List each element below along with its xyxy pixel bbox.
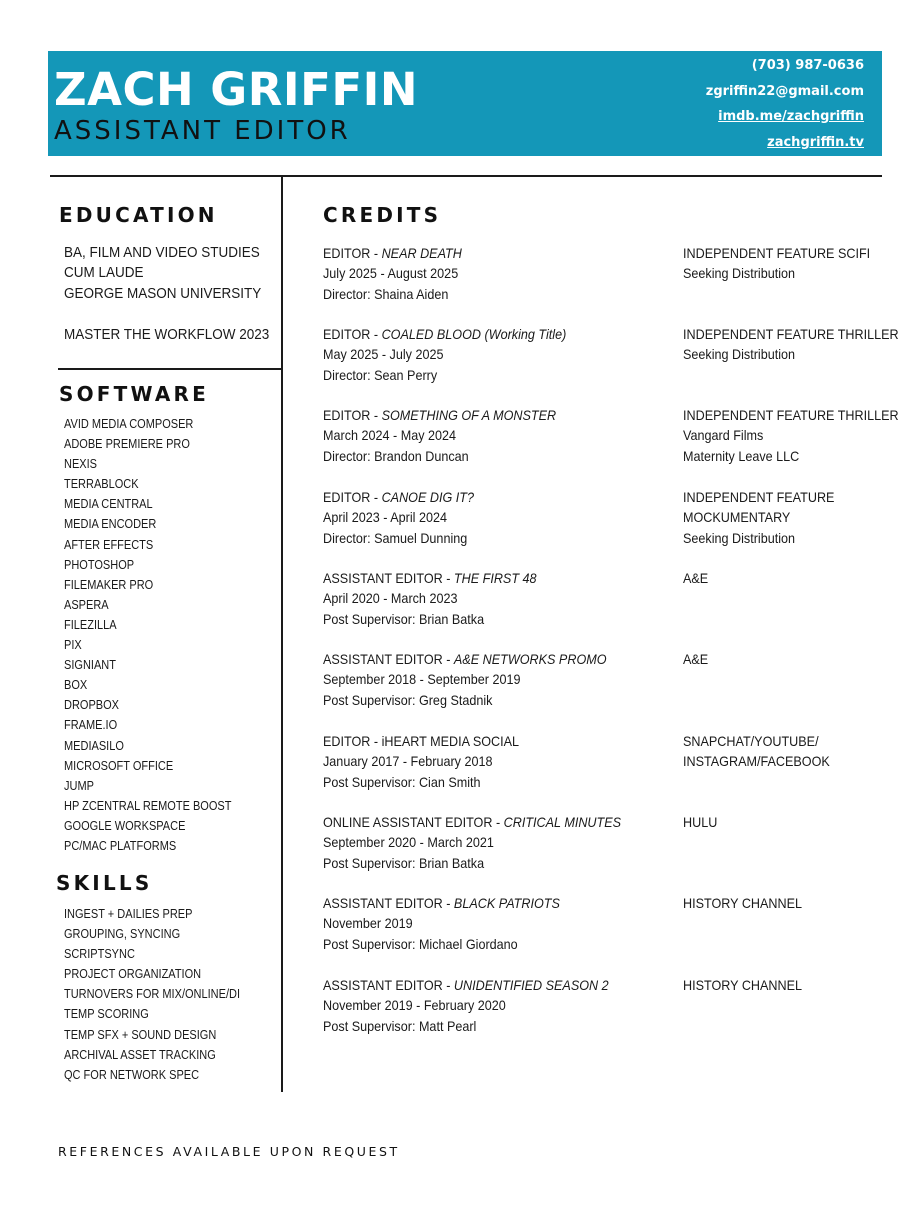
credit-distribution: A&E (683, 570, 709, 586)
software-item: PHOTOSHOP (64, 557, 135, 572)
credit-distribution: INDEPENDENT FEATURE THRILLER (683, 326, 899, 342)
email-address: zgriffin22@gmail.com (705, 84, 864, 99)
credit-role: ASSISTANT EDITOR - (323, 651, 454, 667)
credit-contact: Post Supervisor: Matt Pearl (323, 1017, 477, 1034)
credit-distribution: Maternity Leave LLC (683, 447, 800, 464)
software-item: AFTER EFFECTS (64, 537, 154, 552)
credit-distribution: INSTAGRAM/FACEBOOK (683, 753, 830, 770)
education-degree: BA, FILM AND VIDEO STUDIES (64, 244, 260, 261)
credit-dates: September 2020 - March 2021 (323, 834, 494, 851)
credit-distribution: INDEPENDENT FEATURE (683, 489, 835, 505)
credit-title (323, 812, 621, 832)
credit-distribution: Seeking Distribution (683, 265, 796, 282)
credit-distribution: HISTORY CHANNEL (683, 977, 803, 993)
credit-project: COALED BLOOD (Working Title) (381, 326, 567, 342)
credit-role: ASSISTANT EDITOR - (323, 570, 454, 586)
credit-title (323, 243, 462, 263)
skill-item: ARCHIVAL ASSET TRACKING (64, 1047, 216, 1062)
skill-item: TEMP SFX + SOUND DESIGN (64, 1027, 217, 1042)
credit-title (323, 568, 537, 588)
credit-distribution: Seeking Distribution (683, 346, 796, 363)
software-item: GOOGLE WORKSPACE (64, 818, 186, 833)
education-heading: EDUCATION (59, 203, 218, 227)
credit-dates: April 2023 - April 2024 (323, 509, 447, 526)
software-item: FILEZILLA (64, 617, 117, 632)
software-item: SIGNIANT (64, 658, 116, 673)
education-honors: CUM LAUDE (64, 264, 144, 281)
credits-heading: CREDITS (323, 203, 442, 227)
credit-role: EDITOR - iHEART MEDIA SOCIAL (323, 733, 520, 749)
credit-role: EDITOR - (323, 407, 382, 423)
credit-project: NEAR DEATH (381, 245, 462, 261)
credit-distribution: INDEPENDENT FEATURE THRILLER (683, 407, 899, 423)
name-title: ZACH GRIFFIN (54, 63, 419, 116)
credit-project: SOMETHING OF A MONSTER (381, 407, 557, 423)
credit-role: ASSISTANT EDITOR - (323, 895, 454, 911)
skill-item: GROUPING, SYNCING (64, 927, 181, 942)
credit-title (323, 893, 560, 913)
credit-dates: January 2017 - February 2018 (323, 753, 493, 770)
software-item: FRAME.IO (64, 718, 118, 733)
software-item: PC/MAC PLATFORMS (64, 838, 177, 853)
credit-distribution: A&E (683, 651, 709, 667)
education-workshop: MASTER THE WORKFLOW 2023 (64, 326, 270, 343)
software-item: ADOBE PREMIERE PRO (64, 437, 190, 452)
phone-number: (703) 987-0636 (751, 58, 864, 73)
credit-dates: April 2020 - March 2023 (323, 590, 458, 607)
software-item: AVID MEDIA COMPOSER (64, 417, 194, 431)
credit-title (323, 487, 474, 507)
credit-project: CANOE DIG IT? (381, 489, 474, 505)
credit-contact: Post Supervisor: Michael Giordano (323, 935, 518, 952)
credit-role: EDITOR - (323, 326, 382, 342)
software-item: NEXIS (64, 457, 98, 472)
skill-item: PROJECT ORGANIZATION (64, 967, 202, 982)
credit-contact: Post Supervisor: Cian Smith (323, 773, 481, 790)
credit-contact: Director: Shaina Aiden (323, 285, 449, 302)
software-list (64, 414, 254, 856)
role-subtitle: ASSISTANT EDITOR (54, 116, 351, 146)
software-item: MICROSOFT OFFICE (64, 758, 174, 773)
software-item: HP ZCENTRAL REMOTE BOOST (64, 798, 232, 813)
credit-contact: Post Supervisor: Brian Batka (323, 610, 485, 627)
credit-project: UNIDENTIFIED SEASON 2 (453, 977, 609, 993)
credit-contact: Director: Samuel Dunning (323, 529, 468, 546)
credit-dates: May 2025 - July 2025 (323, 346, 444, 363)
imdb-link[interactable]: imdb.me/zachgriffin (718, 109, 864, 124)
credit-title (323, 405, 556, 425)
skill-item: INGEST + DAILIES PREP (64, 907, 193, 921)
skill-item: SCRIPTSYNC (64, 947, 135, 962)
credit-contact: Post Supervisor: Greg Stadnik (323, 691, 493, 708)
credit-project: THE FIRST 48 (453, 570, 537, 586)
education-school: GEORGE MASON UNIVERSITY (64, 285, 262, 302)
credit-contact: Director: Brandon Duncan (323, 447, 469, 464)
credit-dates: November 2019 (323, 915, 413, 932)
software-item: DROPBOX (64, 698, 120, 713)
credit-project: CRITICAL MINUTES (503, 814, 622, 830)
column-divider (281, 176, 283, 1092)
website-link[interactable]: zachgriffin.tv (767, 135, 864, 150)
credit-role: EDITOR - (323, 489, 382, 505)
skills-list (64, 904, 264, 1085)
credit-distribution: MOCKUMENTARY (683, 509, 791, 526)
credit-distribution: SNAPCHAT/YOUTUBE/ (683, 733, 819, 749)
software-item: ASPERA (64, 597, 109, 612)
software-item: JUMP (64, 778, 94, 793)
credit-role: ONLINE ASSISTANT EDITOR - (323, 814, 504, 830)
software-item: MEDIA ENCODER (64, 517, 157, 532)
credit-dates: March 2024 - May 2024 (323, 427, 457, 444)
credit-title (323, 324, 566, 344)
credit-role: EDITOR - (323, 245, 382, 261)
software-item: TERRABLOCK (64, 477, 139, 492)
credit-distribution: HISTORY CHANNEL (683, 895, 803, 911)
skill-item: TEMP SCORING (64, 1007, 149, 1022)
top-divider (50, 175, 882, 177)
credit-project: BLACK PATRIOTS (453, 895, 560, 911)
credit-title (323, 731, 519, 751)
credit-title (323, 649, 607, 669)
software-item: FILEMAKER PRO (64, 577, 154, 592)
credit-distribution: Vangard Films (683, 427, 764, 444)
credit-distribution: Seeking Distribution (683, 529, 796, 546)
header-banner (48, 51, 882, 156)
skill-item: QC FOR NETWORK SPEC (64, 1067, 200, 1082)
credit-contact: Post Supervisor: Brian Batka (323, 854, 485, 871)
software-heading: SOFTWARE (59, 382, 210, 406)
credit-dates: July 2025 - August 2025 (323, 265, 459, 282)
credit-distribution: HULU (683, 814, 718, 830)
software-item: MEDIASILO (64, 738, 124, 753)
credit-dates: September 2018 - September 2019 (323, 671, 521, 688)
software-item: BOX (64, 678, 88, 693)
credit-contact: Director: Sean Perry (323, 366, 438, 383)
credit-distribution: INDEPENDENT FEATURE SCIFI (683, 245, 871, 261)
skill-item: TURNOVERS FOR MIX/ONLINE/DI (64, 987, 241, 1002)
software-item: MEDIA CENTRAL (64, 497, 153, 512)
credit-dates: November 2019 - February 2020 (323, 997, 506, 1014)
credit-title (323, 975, 609, 995)
credit-role: ASSISTANT EDITOR - (323, 977, 454, 993)
references-note: REFERENCES AVAILABLE UPON REQUEST (58, 1144, 400, 1159)
software-item: PIX (64, 638, 82, 653)
credit-project: A&E NETWORKS PROMO (453, 651, 607, 667)
skills-heading: SKILLS (56, 871, 153, 895)
education-divider (58, 368, 281, 370)
